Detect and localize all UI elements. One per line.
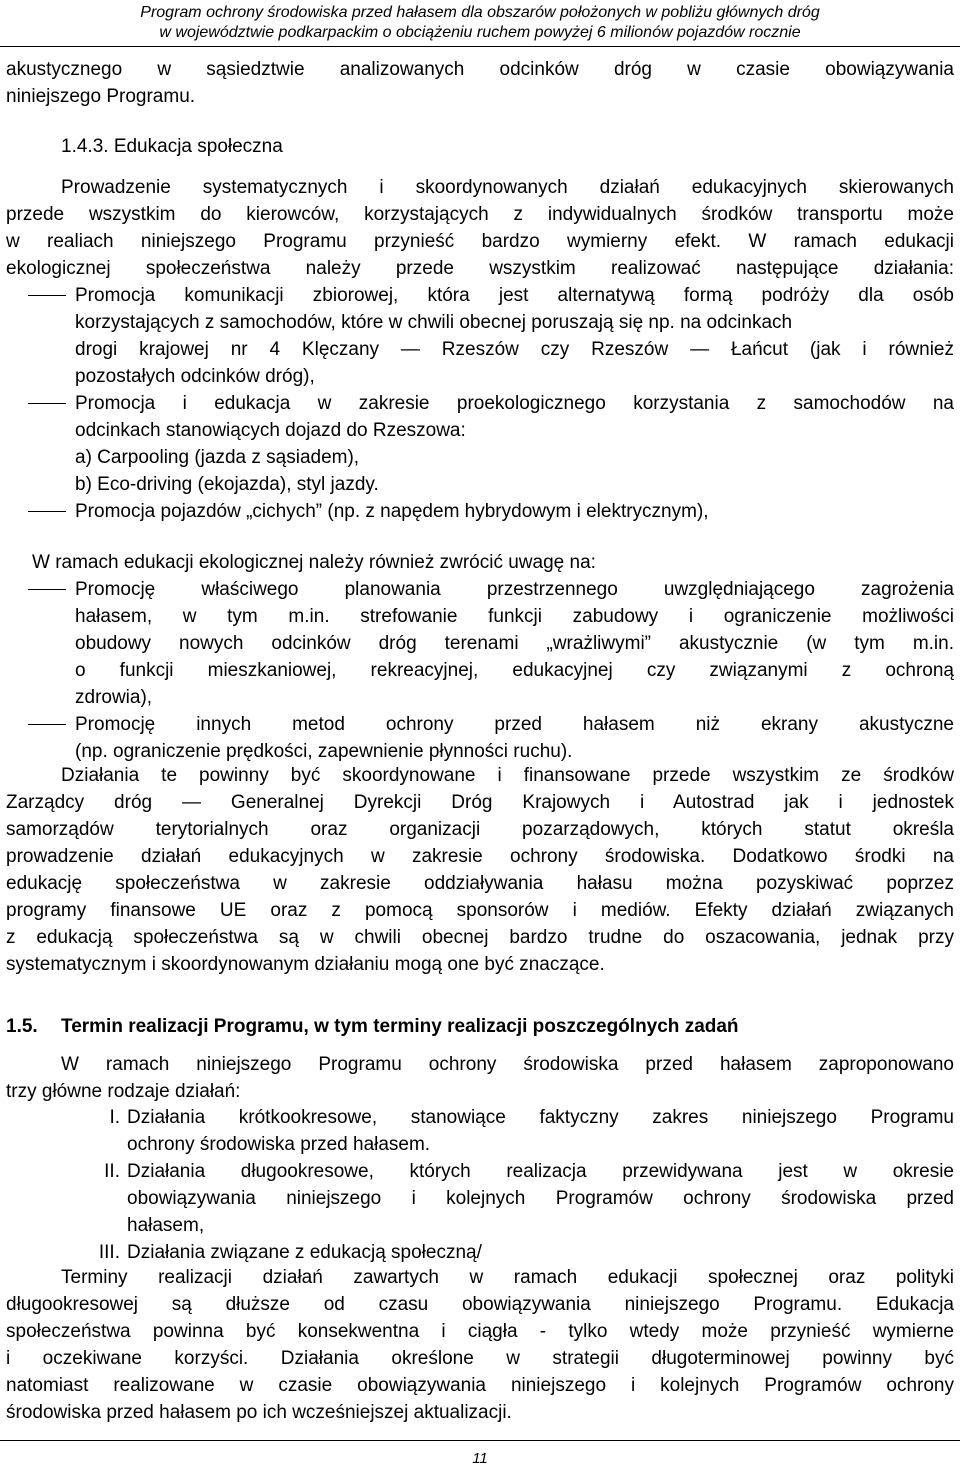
text-line: Działania krótkookresowe, stanowiące faktyczny zakres niniejszego Programu (127, 1107, 954, 1128)
text-line: systematycznym i skoordynowanym działaniu mogą one być znaczące. (6, 954, 605, 975)
text-line: ochrony środowiska przed hałasem. (127, 1134, 431, 1155)
section-paragraph-2 (6, 549, 954, 576)
section-1-5-paragraph-1 (6, 1051, 954, 1105)
list-item (6, 390, 954, 498)
text-line: Promocja pojazdów „cichych” (np. z napędem hybrydowym i elektrycznym), (75, 501, 709, 522)
text-line: samorządów terytorialnych oraz organizacji pozarządowych, których statut określa (6, 819, 954, 840)
text-line: zdrowia), (75, 687, 153, 708)
text-line: natomiast realizowane w czasie obowiązywania niniejszego i kolejnych Programów ochrony (6, 1375, 954, 1396)
text-line: prowadzenie działań edukacyjnych w zakresie ochrony środowiska. Dodatkowo środki na (6, 846, 954, 867)
text-line: przede wszystkim do kierowców, korzystających z indywidualnych środków transportu może (6, 204, 954, 225)
bullet-list-1 (6, 282, 954, 525)
text-line: środowiska przed hałasem po ich wcześniejszej aktualizacji. (6, 1402, 512, 1423)
text-line: Terminy realizacji działań zawartych w ramach edukacji społecznej oraz polityki (61, 1267, 954, 1288)
list-item (6, 498, 954, 525)
text-line: Działania te powinny być skoordynowane i finansowane przede wszystkim ze środków (61, 765, 954, 786)
list-item (6, 711, 954, 765)
list-number: I. (109, 1107, 120, 1128)
dash-marker (28, 295, 66, 296)
text-line: niniejszego Programu. (6, 86, 196, 107)
text-line: Promocja i edukacja w zakresie proekologicznego korzystania z samochodów na (75, 393, 954, 414)
text-line: obowiązywania niniejszego i kolejnych Programów ochrony środowiska przed (127, 1188, 954, 1209)
section-paragraph-1 (6, 174, 954, 282)
text-line: pozostałych odcinków dróg), (75, 366, 315, 387)
dash-marker (28, 511, 66, 512)
text-line: z edukacją społeczeństwa są w chwili obecnej bardzo trudne do oszacowania, jednak przy (6, 927, 954, 948)
text-line: Prowadzenie systematycznych i skoordynowanych działań edukacyjnych skierowanych (61, 177, 954, 198)
header-line-2: w województwie podkarpackim o obciążeniu ruchem powyżej 6 milionów pojazdów rocznie (159, 24, 801, 41)
list-item (6, 282, 954, 390)
list-item (6, 576, 954, 711)
text-line: hałasem, w tym m.in. strefowanie funkcji zabudowy i ograniczenie możliwości (75, 606, 954, 627)
text-line: hałasem, (127, 1215, 205, 1236)
text-line: ekologicznej społeczeństwa należy przede wszystkim realizować następujące działania: (6, 258, 954, 279)
text-line: akustycznego w sąsiedztwie analizowanych odcinków dróg w czasie obowiązywania (6, 59, 954, 80)
text-line: w realiach niniejszego Programu przynieść bardzo wymierny efekt. W ramach edukacji (6, 231, 954, 252)
section-heading-line (6, 1013, 954, 1040)
section-heading-1-5 (6, 1013, 954, 1040)
list-number: II. (104, 1161, 120, 1182)
text-line: Promocję właściwego planowania przestrzennego uwzględniającego zagrożenia (75, 579, 954, 600)
text-line: Działania długookresowe, których realizacja przewidywana jest w okresie (127, 1161, 954, 1182)
text-line: i oczekiwane korzyści. Działania określone w strategii długoterminowej powinny być (6, 1348, 954, 1369)
text-line: Promocja komunikacji zbiorowej, która jest alternatywą formą podróży dla osób (75, 285, 954, 306)
list-number: III. (98, 1242, 120, 1263)
intro-paragraph (6, 56, 954, 110)
text-line: obudowy nowych odcinków dróg terenami „wrażliwymi” akustycznie (w tym m.in. (75, 633, 954, 654)
text-line: o funkcji mieszkaniowej, rekreacyjnej, edukacyjnej czy związanymi z ochroną (75, 660, 954, 681)
text-line: Działania związane z edukacją społeczną/ (127, 1242, 482, 1263)
bullet-list-2 (6, 576, 954, 765)
text-line: b) Eco-driving (ekojazda), styl jazdy. (75, 474, 379, 495)
text-line: długookresowej są dłuższe od czasu obowiązywania niniejszego Programu. Edukacja (6, 1294, 954, 1315)
text-line: a) Carpooling (jazda z sąsiadem), (75, 447, 360, 468)
list-item (6, 1158, 954, 1239)
text-line: edukację społeczeństwa w zakresie oddziaływania hałasu można pozyskiwać poprzez (6, 873, 954, 894)
section-paragraph-3 (6, 762, 954, 978)
page-number: 11 (472, 1450, 488, 1467)
dash-marker (28, 403, 66, 404)
text-line: Promocję innych metod ochrony przed hałasem niż ekrany akustyczne (75, 714, 954, 735)
text-line: trzy główne rodzaje działań: (6, 1081, 241, 1102)
list-item (6, 1104, 954, 1158)
dash-marker (28, 589, 66, 590)
numbered-list (6, 1104, 954, 1266)
text-line: drogi krajowej nr 4 Klęczany — Rzeszów czy Rzeszów — Łańcut (jak i również (75, 339, 954, 360)
header-line-1: Program ochrony środowiska przed hałasem dla obszarów położonych w pobliżu głównych dróg (140, 4, 820, 21)
footer-rule (0, 1440, 960, 1441)
text-line: programy finansowe UE oraz z pomocą sponsorów i mediów. Efekty działań związanych (6, 900, 954, 921)
section-1-5-paragraph-2 (6, 1264, 954, 1426)
list-item (6, 1239, 954, 1266)
text-line: W ramach edukacji ekologicznej należy również zwrócić uwagę na: (32, 552, 596, 573)
dash-marker (28, 724, 66, 725)
text-line: korzystających z samochodów, które w chwili obecnej poruszają się np. na odcinkach (75, 312, 793, 333)
text-line: Zarządcy dróg — Generalnej Dyrekcji Dróg Krajowych i Autostrad jak i jednostek (6, 792, 954, 813)
section-title: 1.4.3. Edukacja społeczna (61, 136, 283, 157)
section-number: 1.5. (6, 1016, 38, 1037)
text-line: W ramach niniejszego Programu ochrony środowiska przed hałasem zaproponowano (61, 1054, 954, 1075)
section-title: Termin realizacji Programu, w tym terminy realizacji poszczególnych zadań (61, 1016, 739, 1037)
section-heading-1-4-3 (6, 133, 954, 160)
text-line: społeczeństwa powinna być konsekwentna i ciągła - tylko wtedy może przynieść wymierne (6, 1321, 954, 1342)
text-line: (np. ograniczenie prędkości, zapewnienie płynności ruchu). (75, 741, 573, 762)
header-rule (0, 46, 960, 47)
text-line: odcinkach stanowiących dojazd do Rzeszowa: (75, 420, 466, 441)
page-header (0, 3, 960, 43)
